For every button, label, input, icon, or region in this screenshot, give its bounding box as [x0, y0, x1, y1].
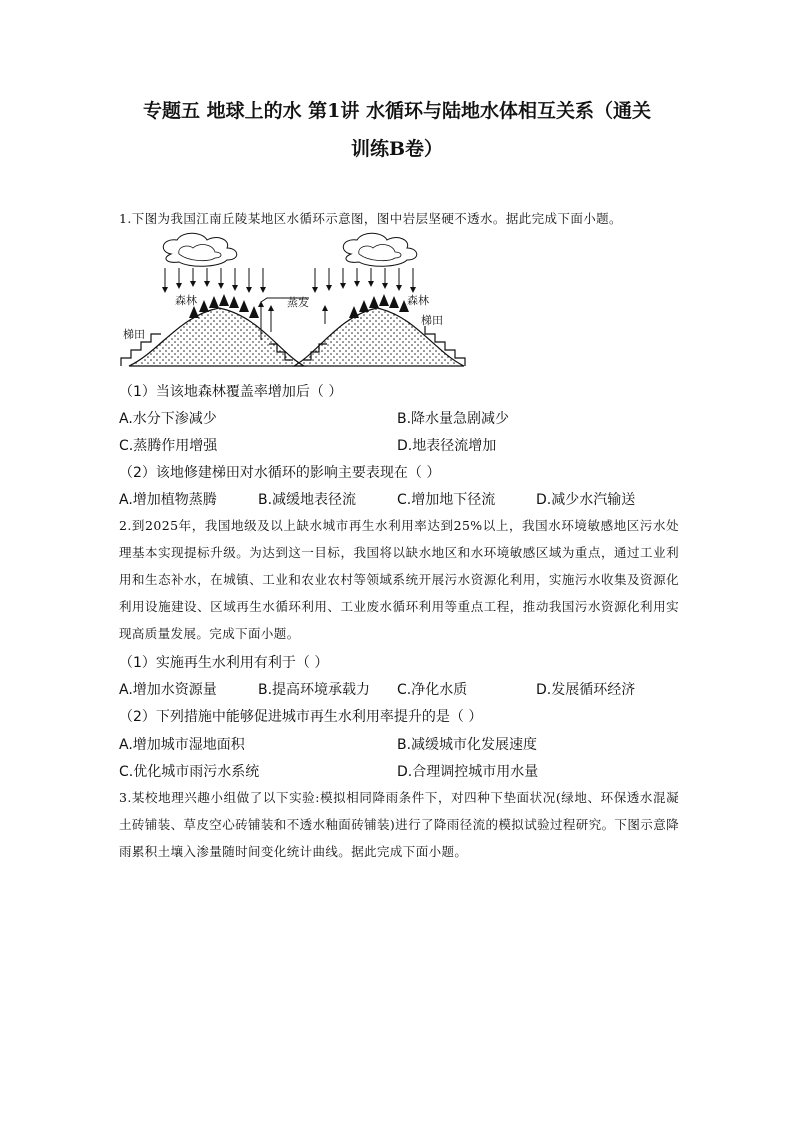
q1-sub2-option-c[interactable]: C.增加地下径流	[397, 492, 496, 508]
q2-sub1-option-d[interactable]: D.发展循环经济	[536, 682, 636, 698]
label-terrace-left: 梯田	[123, 328, 145, 341]
q2-sub1-option-c[interactable]: C.净化水质	[397, 682, 468, 698]
label-evaporation: 蒸发	[287, 296, 309, 309]
q1-sub2-option-b[interactable]: B.减缓地表径流	[258, 492, 357, 508]
q1-sub1-option-d[interactable]: D.地表径流增加	[397, 438, 497, 454]
rain-right-icon	[315, 268, 413, 290]
q3-stem: 3.某校地理兴趣小组做了以下实验:模拟相同降雨条件下，对四种下垫面状况(绿地、环保透水混凝土砖铺装、草皮空心砖铺装和不透水釉面砖铺装)进行了降雨径流的模拟试验过程研究。下图示意降雨累积土壤入渗量随时间变化统计曲线。据此完成下面小题。	[119, 790, 679, 859]
title-line-1: 专题五 地球上的水 第1讲 水循环与陆地水体相互关系（通关	[142, 100, 652, 122]
label-terrace-right: 梯田	[421, 314, 443, 327]
q1-sub1-stem: （1）当该地森林覆盖率增加后（ ）	[119, 384, 343, 400]
cloud-right-icon	[343, 233, 416, 266]
q1-sub2-stem: （2）该地修建梯田对水循环的影响主要表现在（ ）	[119, 465, 441, 481]
q2-sub2-option-b[interactable]: B.减缓城市化发展速度	[397, 737, 538, 753]
q1-sub1-option-a[interactable]: A.水分下渗减少	[119, 411, 217, 427]
water-cycle-diagram	[119, 232, 469, 372]
hill-left	[129, 308, 304, 366]
q1-stem: 1.下图为我国江南丘陵某地区水循环示意图，图中岩层坚硬不透水。据此完成下面小题。	[119, 211, 622, 226]
q2-sub2-stem: （2）下列措施中能够促进城市再生水利用率提升的是（ ）	[119, 709, 483, 725]
cloud-left-icon	[163, 233, 236, 266]
q2-sub1-stem: （1）实施再生水利用有利于（ ）	[119, 655, 329, 671]
page-title	[100, 92, 694, 168]
q2-stem: 2.到2025年，我国地级及以上缺水城市再生水利用率达到25%以上，我国水环境敏感地区污水处理基本实现提标升级。为达到这一目标，我国将以缺水地区和水环境敏感区域为重点，通过工业利用和生态补水，在城镇、工业和农业农村等领域系统开展污水资源化利用，实施污水收集及资源化利用设施建设、区域再生水循环利用、工业废水循环利用等重点工程，推动我国污水资源化利用实现高质量发展。完成下面小题。	[119, 518, 679, 641]
q1-sub1-option-c[interactable]: C.蒸腾作用增强	[119, 438, 218, 454]
water-cycle-svg	[119, 232, 469, 372]
q2-sub2-option-a[interactable]: A.增加城市湿地面积	[119, 737, 245, 753]
q2-sub2-option-c[interactable]: C.优化城市雨污水系统	[119, 764, 260, 780]
title-line-2: 训练B卷）	[350, 138, 444, 160]
q1-sub2-option-a[interactable]: A.增加植物蒸腾	[119, 492, 217, 508]
q2-sub1-option-b[interactable]: B.提高环境承载力	[258, 682, 371, 698]
label-forest-left: 森林	[175, 294, 197, 307]
q1-sub2-option-d[interactable]: D.减少水汽输送	[536, 492, 636, 508]
q2-sub1-option-a[interactable]: A.增加水资源量	[119, 682, 217, 698]
label-forest-right: 森林	[407, 294, 429, 307]
q1-sub1-option-b[interactable]: B.降水量急剧减少	[397, 411, 510, 427]
q2-sub2-option-d[interactable]: D.合理调控城市用水量	[397, 764, 539, 780]
rain-left-icon	[165, 268, 263, 290]
